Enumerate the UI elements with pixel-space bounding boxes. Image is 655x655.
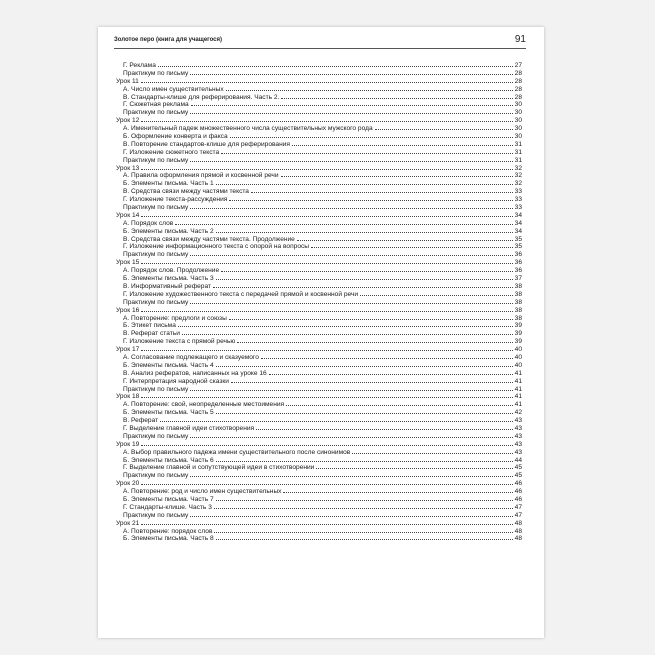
toc-entry	[116, 204, 522, 212]
toc-entry	[116, 70, 522, 78]
dot-leader	[221, 271, 513, 272]
toc-entry	[116, 464, 522, 472]
toc-entry-page: 37	[514, 275, 522, 283]
toc-lesson-heading	[116, 520, 522, 528]
toc-entry-label: Б. Элементы письма. Часть 6	[123, 456, 214, 464]
toc-entry-page: 48	[514, 535, 522, 543]
toc-entry	[116, 425, 522, 433]
toc-entry-page: 31	[514, 140, 522, 148]
toc-lesson-heading	[116, 307, 522, 315]
toc-entry-page: 32	[514, 180, 522, 188]
toc-entry-page: 28	[514, 85, 522, 93]
toc-entry-page: 45	[514, 464, 522, 472]
toc-entry-label: А. Именительный падеж множественного числа существительных мужского рода	[123, 125, 373, 133]
toc-entry-label: Б. Элементы письма. Часть 4	[123, 361, 214, 369]
toc-entry-label: В. Анализ рефератов, написанных на уроке 16	[123, 369, 267, 377]
dot-leader	[141, 397, 512, 398]
toc-entry-page: 33	[514, 188, 522, 196]
toc-entry-page: 38	[514, 290, 522, 298]
toc-entry-page: 43	[514, 432, 522, 440]
dot-leader	[214, 532, 512, 533]
toc-entry-label: В. Повторение стандартов-клише для реферирования	[123, 140, 290, 148]
dot-leader	[226, 90, 513, 91]
toc-entry-label: А. Повторение: предлоги и союзы	[123, 314, 227, 322]
dot-leader	[141, 121, 512, 122]
dot-leader	[190, 516, 512, 517]
dot-leader	[281, 176, 513, 177]
toc-entry	[116, 330, 522, 338]
toc-entry	[116, 86, 522, 94]
dot-leader	[190, 255, 512, 256]
dot-leader	[281, 98, 512, 99]
toc-entry	[116, 196, 522, 204]
toc-entry-label: А. Правила оформления прямой и косвенной речи	[123, 172, 279, 180]
toc-entry	[116, 125, 522, 133]
toc-entry-page: 39	[514, 330, 522, 338]
toc-entry-page: 33	[514, 204, 522, 212]
dot-leader	[141, 350, 512, 351]
toc-entry	[116, 409, 522, 417]
dot-leader	[316, 468, 512, 469]
toc-entry-label: Б. Элементы письма. Часть 5	[123, 409, 214, 417]
toc-entry-page: 35	[514, 235, 522, 243]
toc-entry-label: Г. Выделение главной и сопутствующей идеи в стихотворении	[123, 464, 315, 472]
toc-entry	[116, 512, 522, 520]
dot-leader	[251, 192, 513, 193]
dot-leader	[216, 366, 513, 367]
toc-entry-label: А. Повторение: порядок слов	[123, 527, 213, 535]
toc-entry	[116, 267, 522, 275]
dot-leader	[141, 524, 512, 525]
toc-entry-label: Урок 20	[116, 480, 140, 488]
toc-lesson-heading	[116, 78, 522, 86]
toc-entry-page: 36	[514, 251, 522, 259]
dot-leader	[292, 145, 513, 146]
toc-entry-page: 43	[514, 440, 522, 448]
toc-entry	[116, 220, 522, 228]
toc-entry-page: 28	[514, 77, 522, 85]
toc-entry-page: 47	[514, 511, 522, 519]
book-title: Золотое перо (книга для учащегося)	[114, 37, 223, 43]
toc-entry	[116, 354, 522, 362]
toc-entry-page: 48	[514, 519, 522, 527]
toc-entry	[116, 251, 522, 259]
dot-leader	[190, 74, 512, 75]
toc-entry	[116, 472, 522, 480]
toc-entry-page: 43	[514, 448, 522, 456]
toc-entry-page: 48	[514, 527, 522, 535]
toc-entry-label: Г. Интерпретация народной сказки	[123, 377, 229, 385]
toc-entry-label: Г. Выделение главной идеи стихотворения	[123, 424, 255, 432]
toc-entry-label: Практикум по письму	[123, 385, 189, 393]
dot-leader	[256, 429, 513, 430]
dot-leader	[311, 247, 513, 248]
toc-entry-label: В. Средства связи между частями текста	[123, 188, 249, 196]
toc-entry-page: 34	[514, 219, 522, 227]
toc-entry-label: Г. Стандарты-клише. Часть 3	[123, 503, 212, 511]
dot-leader	[229, 200, 512, 201]
toc-entry-label: Практикум по письму	[123, 156, 189, 164]
toc-entry-label: В. Средства связи между частями текста. Продолжение	[123, 235, 295, 243]
toc-entry	[116, 338, 522, 346]
dot-leader	[216, 232, 513, 233]
toc-entry-page: 34	[514, 211, 522, 219]
toc-entry	[116, 504, 522, 512]
running-header	[114, 34, 526, 49]
toc-entry-page: 40	[514, 353, 522, 361]
toc-entry	[116, 109, 522, 117]
toc-entry-label: Практикум по письму	[123, 109, 189, 117]
toc-entry-page: 27	[514, 62, 522, 69]
toc-entry	[116, 315, 522, 323]
toc-entry	[116, 291, 522, 299]
toc-entry-page: 46	[514, 488, 522, 496]
toc-entry-label: Г. Изложение сюжетного текста	[123, 148, 220, 156]
toc-entry	[116, 386, 522, 394]
dot-leader	[375, 129, 513, 130]
toc-entry-label: Практикум по письму	[123, 251, 189, 259]
toc-entry	[116, 378, 522, 386]
toc-entry-page: 33	[514, 196, 522, 204]
toc-lesson-heading	[116, 259, 522, 267]
toc-entry-label: Б. Оформление конверта и факса	[123, 133, 228, 141]
dot-leader	[297, 240, 513, 241]
toc-entry-label: Урок 16	[116, 306, 140, 314]
toc-entry	[116, 370, 522, 378]
toc-entry-label: Практикум по письму	[123, 204, 189, 212]
toc-entry-page: 31	[514, 156, 522, 164]
dot-leader	[178, 326, 513, 327]
toc-entry	[116, 535, 522, 543]
toc-entry-label: Практикум по письму	[123, 432, 189, 440]
toc-entry	[116, 401, 522, 409]
toc-entry-label: Практикум по письму	[123, 298, 189, 306]
toc-entry-page: 30	[514, 133, 522, 141]
toc-entry-page: 40	[514, 361, 522, 369]
dot-leader	[141, 216, 512, 217]
toc-entry-label: Практикум по письму	[123, 472, 189, 480]
toc-entry-page: 28	[514, 93, 522, 101]
toc-entry-page: 39	[514, 322, 522, 330]
toc-entry	[116, 275, 522, 283]
dot-leader	[269, 374, 513, 375]
dot-leader	[214, 508, 513, 509]
toc-lesson-heading	[116, 346, 522, 354]
dot-leader	[141, 445, 512, 446]
toc-entry	[116, 322, 522, 330]
toc-entry	[116, 228, 522, 236]
dot-leader	[141, 169, 512, 170]
dot-leader	[190, 303, 512, 304]
toc-entry-label: А. Число имен существительных	[123, 85, 224, 93]
dot-leader	[190, 161, 512, 162]
toc-entry-label: Б. Элементы письма. Часть 7	[123, 495, 214, 503]
toc-entry-page: 35	[514, 243, 522, 251]
dot-leader	[190, 390, 512, 391]
toc-entry-label: Б. Элементы письма. Часть 3	[123, 275, 214, 283]
dot-leader	[182, 334, 513, 335]
toc-entry-label: Урок 21	[116, 519, 140, 527]
toc-entry	[116, 528, 522, 536]
toc-entry-page: 46	[514, 480, 522, 488]
toc-entry-label: Урок 19	[116, 440, 140, 448]
dot-leader	[352, 453, 512, 454]
dot-leader	[261, 358, 513, 359]
toc-entry-page: 41	[514, 385, 522, 393]
dot-leader	[286, 405, 513, 406]
toc-entry-page: 32	[514, 172, 522, 180]
toc-entry-label: В. Стандарты-клише для реферирования. Часть 2.	[123, 93, 280, 101]
toc-entry-label: А. Повторение: свой, неопределенные местоимения	[123, 401, 285, 409]
toc-entry-page: 41	[514, 377, 522, 385]
toc-entry	[116, 101, 522, 109]
toc-entry-page: 45	[514, 472, 522, 480]
toc-entry-label: Г. Реклама	[123, 62, 156, 69]
toc-entry	[116, 62, 522, 70]
dot-leader	[283, 492, 512, 493]
toc-entry-label: Практикум по письму	[123, 511, 189, 519]
toc-entry-label: А. Согласование подлежащего и сказуемого	[123, 353, 259, 361]
toc-entry-label: Б. Элементы письма. Часть 2	[123, 227, 214, 235]
toc-entry	[116, 141, 522, 149]
toc-entry-page: 34	[514, 227, 522, 235]
dot-leader	[141, 311, 512, 312]
toc-entry	[116, 417, 522, 425]
toc-entry-label: Урок 11	[116, 77, 139, 85]
toc-entry	[116, 433, 522, 441]
toc-entry-page: 30	[514, 125, 522, 133]
toc-entry-page: 43	[514, 424, 522, 432]
dot-leader	[216, 413, 513, 414]
toc-entry-page: 43	[514, 417, 522, 425]
toc-entry-label: Б. Элементы письма. Часть 8	[123, 535, 214, 543]
toc-entry	[116, 488, 522, 496]
toc-entry-page: 40	[514, 346, 522, 354]
dot-leader	[231, 382, 513, 383]
toc-entry-page: 47	[514, 503, 522, 511]
dot-leader	[237, 342, 512, 343]
dot-leader	[216, 184, 513, 185]
toc-entry-page: 31	[514, 148, 522, 156]
dot-leader	[160, 421, 513, 422]
toc-lesson-heading	[116, 480, 522, 488]
toc-entry-label: Урок 17	[116, 346, 140, 354]
toc-lesson-heading	[116, 212, 522, 220]
dot-leader	[216, 461, 513, 462]
dot-leader	[213, 287, 513, 288]
toc-entry-page: 41	[514, 393, 522, 401]
toc-entry	[116, 149, 522, 157]
toc-entry	[116, 157, 522, 165]
dot-leader	[216, 500, 513, 501]
toc-entry-label: Г. Изложение художественного текста с передачей прямой и косвенной речи	[123, 290, 359, 298]
toc-entry	[116, 496, 522, 504]
toc-entry-page: 38	[514, 306, 522, 314]
toc-entry	[116, 172, 522, 180]
table-of-contents	[116, 62, 522, 543]
toc-entry-label: А. Выбор правильного падежа имени существительного после синонимов	[123, 448, 351, 456]
dot-leader	[190, 208, 512, 209]
toc-entry-label: Урок 18	[116, 393, 140, 401]
toc-entry-page: 41	[514, 401, 522, 409]
toc-entry	[116, 94, 522, 102]
toc-entry-page: 38	[514, 298, 522, 306]
dot-leader	[230, 137, 513, 138]
toc-entry	[116, 362, 522, 370]
dot-leader	[360, 295, 513, 296]
dot-leader	[190, 113, 512, 114]
toc-entry-label: В. Реферат	[123, 417, 159, 425]
dot-leader	[141, 263, 512, 264]
dot-leader	[158, 66, 513, 67]
toc-entry-page: 30	[514, 109, 522, 117]
toc-entry-label: А. Повторение: род и число имен существительных	[123, 488, 282, 496]
page-number: 91	[514, 34, 526, 45]
toc-entry-page: 46	[514, 495, 522, 503]
dot-leader	[191, 105, 513, 106]
toc-entry-page: 32	[514, 164, 522, 172]
toc-entry-page: 38	[514, 314, 522, 322]
toc-entry-label: А. Порядок слов	[123, 219, 174, 227]
toc-entry-page: 44	[514, 456, 522, 464]
toc-entry-label: Урок 13	[116, 164, 140, 172]
toc-entry-label: В. Информативный реферат	[123, 282, 211, 290]
toc-entry-label: Урок 15	[116, 259, 140, 267]
toc-entry-label: Урок 12	[116, 117, 140, 125]
toc-entry-page: 36	[514, 259, 522, 267]
toc-entry-label: Г. Изложение текста-рассуждения	[123, 196, 228, 204]
toc-entry-label: Г. Сюжетная реклама	[123, 101, 189, 109]
toc-entry-label: В. Реферат статьи	[123, 330, 180, 338]
dot-leader	[175, 224, 512, 225]
toc-entry-label: Б. Элементы письма. Часть 1	[123, 180, 214, 188]
book-page	[98, 27, 544, 638]
dot-leader	[141, 484, 512, 485]
toc-entry	[116, 299, 522, 307]
toc-entry-page: 30	[514, 117, 522, 125]
toc-entry-page: 42	[514, 409, 522, 417]
toc-entry-page: 36	[514, 267, 522, 275]
toc-entry-label: Урок 14	[116, 211, 140, 219]
dot-leader	[141, 82, 513, 83]
toc-entry	[116, 180, 522, 188]
toc-entry-label: Практикум по письму	[123, 69, 189, 77]
toc-lesson-heading	[116, 117, 522, 125]
toc-entry-page: 30	[514, 101, 522, 109]
toc-entry-page: 41	[514, 369, 522, 377]
toc-entry	[116, 188, 522, 196]
dot-leader	[216, 279, 513, 280]
dot-leader	[229, 319, 513, 320]
toc-entry-label: Г. Изложение текста с прямой речью	[123, 338, 236, 346]
toc-entry-label: Г. Изложение информационного текста с опорой на вопросы	[123, 243, 310, 251]
toc-entry-label: А. Порядок слов. Продолжение	[123, 267, 220, 275]
toc-entry	[116, 243, 522, 251]
toc-entry	[116, 283, 522, 291]
toc-entry	[116, 449, 522, 457]
toc-entry-label: Б. Этикет письма	[123, 322, 176, 330]
dot-leader	[216, 539, 513, 540]
dot-leader	[190, 437, 512, 438]
toc-entry-page: 28	[514, 69, 522, 77]
toc-entry-page: 39	[514, 338, 522, 346]
toc-lesson-heading	[116, 441, 522, 449]
dot-leader	[221, 153, 513, 154]
toc-entry-page: 38	[514, 282, 522, 290]
toc-entry	[116, 133, 522, 141]
dot-leader	[190, 476, 512, 477]
